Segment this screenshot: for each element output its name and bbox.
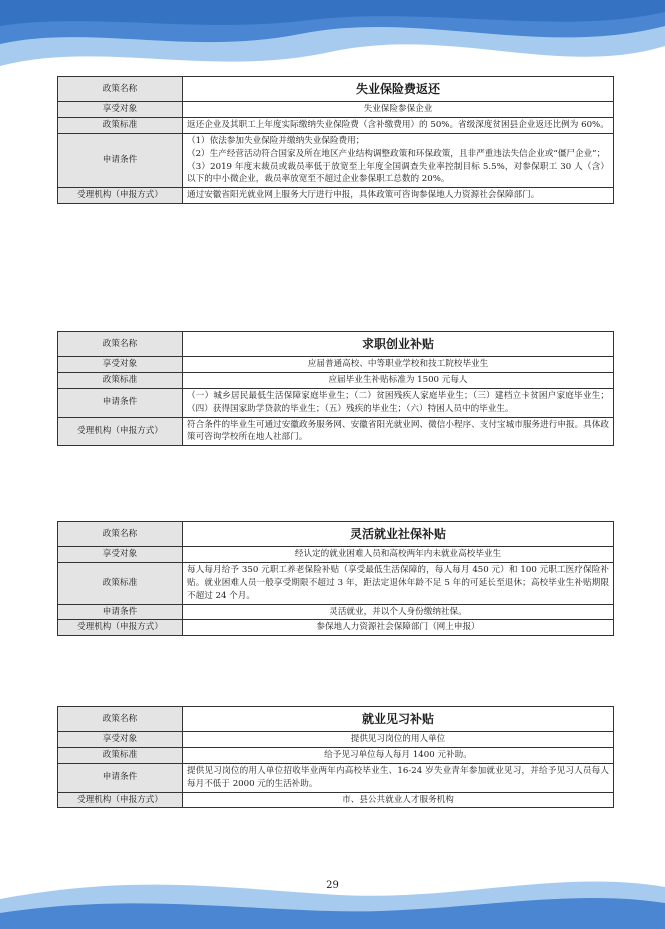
row-standard: [58, 372, 614, 388]
row-target: [58, 357, 614, 373]
row-standard: [58, 117, 614, 133]
label-agency: 受理机构（申报方式）: [58, 417, 183, 446]
label-target: 享受对象: [58, 357, 183, 373]
policy-table-internship-subsidy: [57, 706, 614, 808]
policy-agency: 通过安徽省阳光就业网上服务大厅进行申报，具体政策可咨询参保地人力资源社会保障部门。: [183, 188, 614, 204]
label-conditions: 申请条件: [58, 388, 183, 417]
label-policy-name: 政策名称: [58, 522, 183, 547]
row-target: [58, 547, 614, 563]
policy-agency: 参保地人力资源社会保障部门（网上申报）: [183, 620, 614, 636]
condition-item: （一）城乡居民最低生活保障家庭毕业生；（二）贫困残疾人家庭毕业生；（三）建档立卡贫困户家庭毕业生；（四）获得国家助学贷款的毕业生；（五）残疾的毕业生；（六）特困人员中的毕业生。: [187, 390, 609, 414]
policy-agency: 市、县公共就业人才服务机构: [183, 792, 614, 808]
row-conditions: [58, 388, 614, 417]
policy-standard: 应届毕业生补贴标准为 1500 元每人: [183, 372, 614, 388]
row-standard: [58, 747, 614, 763]
label-policy-name: 政策名称: [58, 707, 183, 732]
policy-title: 失业保险费返还: [183, 77, 614, 102]
policy-title: 就业见习补贴: [183, 707, 614, 732]
condition-item: （3）2019 年度末裁员或裁员率低于放宽至上年度全国调查失业率控制目标 5.5%，对参保职工 30 人（含）以下的中小微企业，裁员率放宽至不超过企业参保职工总数的 20%。: [187, 161, 609, 185]
label-conditions: 申请条件: [58, 133, 183, 188]
row-agency: [58, 417, 614, 446]
policy-table-flexible-employment-subsidy: [57, 521, 614, 636]
label-policy-name: 政策名称: [58, 332, 183, 357]
policy-conditions: [183, 763, 614, 792]
policy-standard: 每人每月给予 350 元职工养老保险补贴（享受最低生活保障的，每人每月 450 元）和 100 元职工医疗保险补贴。就业困难人员一般享受期限不超过 3 年，距法定退休年龄不足 5 年的可延长至退休；高校毕业生补贴期限不超过 24 个月。: [183, 562, 614, 604]
policy-target: 应届普通高校、中等职业学校和技工院校毕业生: [183, 357, 614, 373]
policy-conditions: [183, 133, 614, 188]
row-agency: [58, 188, 614, 204]
bottom-wave-decoration: [0, 869, 665, 929]
policy-target: 失业保险参保企业: [183, 102, 614, 118]
label-target: 享受对象: [58, 547, 183, 563]
label-standard: 政策标准: [58, 747, 183, 763]
policy-title: 求职创业补贴: [183, 332, 614, 357]
policy-table-unemployment-refund: [57, 76, 614, 204]
policy-standard: 给予见习单位每人每月 1400 元补助。: [183, 747, 614, 763]
label-conditions: 申请条件: [58, 763, 183, 792]
row-conditions: [58, 133, 614, 188]
page-number: 29: [326, 880, 339, 891]
row-target: [58, 102, 614, 118]
policy-standard: 返还企业及其职工上年度实际缴纳失业保险费（含补缴费用）的 50%。省级深度贫困县企业返还比例为 60%。: [183, 117, 614, 133]
policy-conditions: [183, 604, 614, 620]
label-agency: 受理机构（申报方式）: [58, 620, 183, 636]
label-target: 享受对象: [58, 732, 183, 748]
label-policy-name: 政策名称: [58, 77, 183, 102]
label-standard: 政策标准: [58, 117, 183, 133]
row-target: [58, 732, 614, 748]
row-conditions: [58, 604, 614, 620]
row-standard: [58, 562, 614, 604]
condition-item: （2）生产经营活动符合国家及所在地区产业结构调整政策和环保政策，且非严重违法失信企业或“僵尸企业”；: [187, 148, 606, 159]
condition-item: （1）依法参加失业保险并缴纳失业保险费用；: [187, 135, 365, 146]
policy-conditions: [183, 388, 614, 417]
row-agency: [58, 620, 614, 636]
row-name: [58, 332, 614, 357]
label-target: 享受对象: [58, 102, 183, 118]
row-name: [58, 522, 614, 547]
policy-table-job-seeking-subsidy: [57, 331, 614, 446]
policy-title: 灵活就业社保补贴: [183, 522, 614, 547]
label-conditions: 申请条件: [58, 604, 183, 620]
policy-agency: 符合条件的毕业生可通过安徽政务服务网、安徽省阳光就业网、微信小程序、支付宝城市服务进行申报。具体政策可咨询学校所在地人社部门。: [183, 417, 614, 446]
condition-item: 灵活就业，并以个人身份缴纳社保。: [329, 606, 467, 617]
policy-target: 经认定的就业困难人员和高校两年内未就业高校毕业生: [183, 547, 614, 563]
row-name: [58, 77, 614, 102]
row-name: [58, 707, 614, 732]
label-agency: 受理机构（申报方式）: [58, 188, 183, 204]
label-agency: 受理机构（申报方式）: [58, 792, 183, 808]
row-conditions: [58, 763, 614, 792]
policy-target: 提供见习岗位的用人单位: [183, 732, 614, 748]
condition-item: 提供见习岗位的用人单位招收毕业两年内高校毕业生、16-24 岁失业青年参加就业见习，并给予见习人员每人每月不低于 2000 元的生活补助。: [187, 765, 609, 789]
label-standard: 政策标准: [58, 562, 183, 604]
row-agency: [58, 792, 614, 808]
label-standard: 政策标准: [58, 372, 183, 388]
